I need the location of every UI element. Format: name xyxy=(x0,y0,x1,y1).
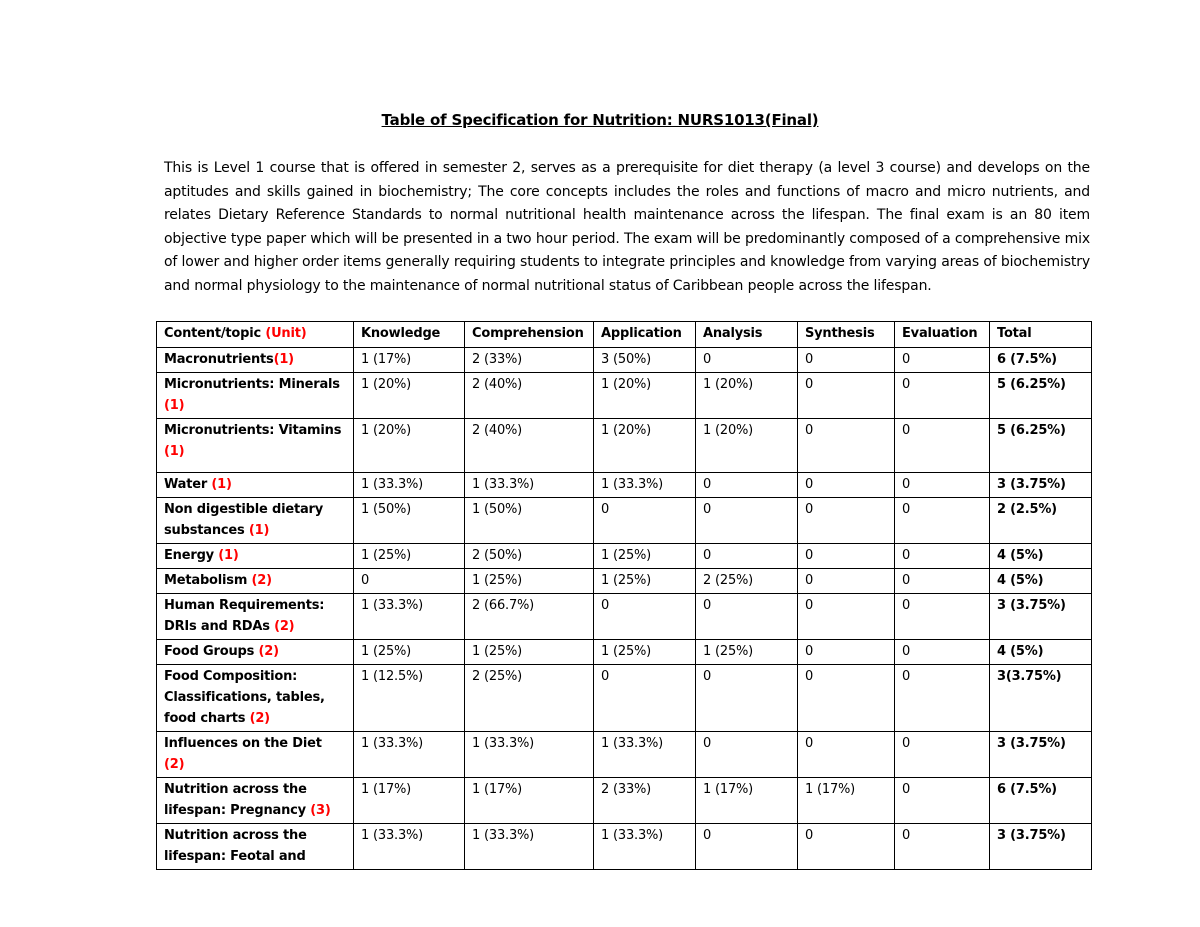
knowledge-cell: 1 (33.3%) xyxy=(354,473,465,498)
table-row xyxy=(157,419,1092,473)
knowledge-cell: 1 (33.3%) xyxy=(354,824,465,870)
application-cell: 3 (50%) xyxy=(594,348,696,373)
application-cell: 1 (20%) xyxy=(594,373,696,419)
application-cell: 1 (25%) xyxy=(594,569,696,594)
application-cell: 0 xyxy=(594,498,696,544)
comprehension-cell: 2 (66.7%) xyxy=(465,594,594,640)
evaluation-cell: 0 xyxy=(895,594,990,640)
unit-label: (1) xyxy=(211,477,232,492)
specification-table xyxy=(156,321,1092,870)
application-cell: 1 (33.3%) xyxy=(594,732,696,778)
topic-cell xyxy=(157,732,354,778)
total-cell: 5 (6.25%) xyxy=(990,373,1092,419)
header-application: Application xyxy=(594,322,696,348)
synthesis-cell: 0 xyxy=(798,419,895,473)
synthesis-cell: 0 xyxy=(798,640,895,665)
total-cell: 3 (3.75%) xyxy=(990,824,1092,870)
total-cell: 6 (7.5%) xyxy=(990,778,1092,824)
knowledge-cell: 1 (20%) xyxy=(354,373,465,419)
topic-cell xyxy=(157,778,354,824)
total-cell: 2 (2.5%) xyxy=(990,498,1092,544)
comprehension-cell: 2 (40%) xyxy=(465,419,594,473)
analysis-cell: 1 (17%) xyxy=(696,778,798,824)
evaluation-cell: 0 xyxy=(895,348,990,373)
comprehension-cell: 1 (25%) xyxy=(465,640,594,665)
table-row xyxy=(157,569,1092,594)
unit-label: (1) xyxy=(248,523,270,538)
analysis-cell: 0 xyxy=(696,824,798,870)
application-cell: 0 xyxy=(594,594,696,640)
analysis-cell: 0 xyxy=(696,665,798,732)
total-cell: 4 (5%) xyxy=(990,640,1092,665)
synthesis-cell: 0 xyxy=(798,665,895,732)
total-cell: 3 (3.75%) xyxy=(990,594,1092,640)
comprehension-cell: 1 (17%) xyxy=(465,778,594,824)
topic-cell xyxy=(157,824,354,870)
topic-label: Nutrition across the lifespan: Feotal and xyxy=(164,828,307,864)
knowledge-cell: 1 (17%) xyxy=(354,348,465,373)
knowledge-cell: 1 (12.5%) xyxy=(354,665,465,732)
table-row xyxy=(157,498,1092,544)
evaluation-cell: 0 xyxy=(895,778,990,824)
unit-label: (1) xyxy=(273,352,294,367)
topic-cell xyxy=(157,544,354,569)
total-cell: 3 (3.75%) xyxy=(990,473,1092,498)
topic-cell xyxy=(157,373,354,419)
page-title: Table of Specification for Nutrition: NURS1013(Final) xyxy=(381,111,819,129)
table-row xyxy=(157,778,1092,824)
topic-label: Food Groups xyxy=(164,644,259,659)
topic-cell xyxy=(157,640,354,665)
topic-label: Influences on the Diet xyxy=(164,736,322,751)
knowledge-cell: 1 (17%) xyxy=(354,778,465,824)
synthesis-cell: 1 (17%) xyxy=(798,778,895,824)
unit-label: (1) xyxy=(164,398,185,413)
analysis-cell: 2 (25%) xyxy=(696,569,798,594)
header-row xyxy=(157,322,1092,348)
comprehension-cell: 2 (50%) xyxy=(465,544,594,569)
topic-label: Human Requirements: DRIs and RDAs xyxy=(164,598,325,634)
synthesis-cell: 0 xyxy=(798,498,895,544)
comprehension-cell: 2 (25%) xyxy=(465,665,594,732)
header-comprehension: Comprehension xyxy=(465,322,594,348)
evaluation-cell: 0 xyxy=(895,665,990,732)
knowledge-cell: 1 (25%) xyxy=(354,640,465,665)
synthesis-cell: 0 xyxy=(798,373,895,419)
evaluation-cell: 0 xyxy=(895,419,990,473)
unit-label: (2) xyxy=(251,573,272,588)
application-cell: 1 (33.3%) xyxy=(594,473,696,498)
comprehension-cell: 1 (33.3%) xyxy=(465,824,594,870)
synthesis-cell: 0 xyxy=(798,824,895,870)
topic-cell xyxy=(157,665,354,732)
total-cell: 6 (7.5%) xyxy=(990,348,1092,373)
header-evaluation: Evaluation xyxy=(895,322,990,348)
table-row xyxy=(157,373,1092,419)
topic-label: Non digestible dietary substances xyxy=(164,502,324,538)
knowledge-cell: 1 (33.3%) xyxy=(354,594,465,640)
analysis-cell: 0 xyxy=(696,594,798,640)
evaluation-cell: 0 xyxy=(895,373,990,419)
synthesis-cell: 0 xyxy=(798,348,895,373)
topic-label: Nutrition across the lifespan: Pregnancy xyxy=(164,782,311,818)
evaluation-cell: 0 xyxy=(895,569,990,594)
table-row xyxy=(157,824,1092,870)
table-header xyxy=(157,322,1092,348)
synthesis-cell: 0 xyxy=(798,473,895,498)
header-knowledge: Knowledge xyxy=(354,322,465,348)
evaluation-cell: 0 xyxy=(895,824,990,870)
topic-label: Macronutrients xyxy=(164,352,274,367)
unit-label: (2) xyxy=(249,711,270,726)
header-analysis: Analysis xyxy=(696,322,798,348)
total-cell: 3(3.75%) xyxy=(990,665,1092,732)
comprehension-cell: 1 (25%) xyxy=(465,569,594,594)
comprehension-cell: 1 (33.3%) xyxy=(465,473,594,498)
topic-cell xyxy=(157,473,354,498)
topic-label: Metabolism xyxy=(164,573,252,588)
analysis-cell: 0 xyxy=(696,348,798,373)
analysis-cell: 0 xyxy=(696,473,798,498)
topic-label: Micronutrients: Minerals xyxy=(164,377,340,392)
total-cell: 4 (5%) xyxy=(990,544,1092,569)
total-cell: 3 (3.75%) xyxy=(990,732,1092,778)
analysis-cell: 0 xyxy=(696,544,798,569)
table-row xyxy=(157,473,1092,498)
knowledge-cell: 1 (25%) xyxy=(354,544,465,569)
analysis-cell: 1 (20%) xyxy=(696,419,798,473)
synthesis-cell: 0 xyxy=(798,569,895,594)
evaluation-cell: 0 xyxy=(895,473,990,498)
synthesis-cell: 0 xyxy=(798,732,895,778)
application-cell: 1 (33.3%) xyxy=(594,824,696,870)
comprehension-cell: 1 (50%) xyxy=(465,498,594,544)
table-row xyxy=(157,732,1092,778)
knowledge-cell: 1 (50%) xyxy=(354,498,465,544)
application-cell: 1 (20%) xyxy=(594,419,696,473)
topic-cell xyxy=(157,498,354,544)
knowledge-cell: 0 xyxy=(354,569,465,594)
analysis-cell: 0 xyxy=(696,498,798,544)
header-synthesis: Synthesis xyxy=(798,322,895,348)
table-row xyxy=(157,544,1092,569)
unit-label: (1) xyxy=(164,444,185,459)
evaluation-cell: 0 xyxy=(895,640,990,665)
topic-cell xyxy=(157,419,354,473)
topic-cell xyxy=(157,348,354,373)
knowledge-cell: 1 (20%) xyxy=(354,419,465,473)
comprehension-cell: 1 (33.3%) xyxy=(465,732,594,778)
unit-label: (2) xyxy=(164,757,185,772)
topic-label: Water xyxy=(164,477,212,492)
synthesis-cell: 0 xyxy=(798,544,895,569)
application-cell: 0 xyxy=(594,665,696,732)
topic-label: Energy xyxy=(164,548,219,563)
analysis-cell: 0 xyxy=(696,732,798,778)
evaluation-cell: 0 xyxy=(895,544,990,569)
evaluation-cell: 0 xyxy=(895,732,990,778)
header-total: Total xyxy=(990,322,1092,348)
application-cell: 2 (33%) xyxy=(594,778,696,824)
analysis-cell: 1 (20%) xyxy=(696,373,798,419)
synthesis-cell: 0 xyxy=(798,594,895,640)
topic-label: Food Composition: Classifications, tables, food charts xyxy=(164,669,325,726)
topic-label: Micronutrients: Vitamins xyxy=(164,423,342,438)
header-topic xyxy=(157,322,354,348)
unit-label: (1) xyxy=(218,548,239,563)
comprehension-cell: 2 (40%) xyxy=(465,373,594,419)
evaluation-cell: 0 xyxy=(895,498,990,544)
total-cell: 4 (5%) xyxy=(990,569,1092,594)
comprehension-cell: 2 (33%) xyxy=(465,348,594,373)
table-row xyxy=(157,348,1092,373)
intro-paragraph: This is Level 1 course that is offered in semester 2, serves as a prerequisite for diet therapy (a level 3 course) and develops on the aptitudes and skills gained in biochemistry; The core concepts includes the roles and functions of macro and micro nutrients, and relates Dietary Reference Standards to normal nutritional health maintenance across the lifespan. The final exam is an 80 item objective type paper which will be presented in a two hour period. The exam will be predominantly composed of a comprehensive mix of lower and higher order items generally requiring students to integrate principles and knowledge from varying areas of biochemistry and normal physiology to the maintenance of normal nutritional status of Caribbean people across the lifespan. xyxy=(164,160,1090,294)
topic-cell xyxy=(157,594,354,640)
total-cell: 5 (6.25%) xyxy=(990,419,1092,473)
table-row xyxy=(157,665,1092,732)
unit-label: (2) xyxy=(258,644,279,659)
table-body xyxy=(157,348,1092,870)
header-topic-unit: (Unit) xyxy=(265,326,307,341)
unit-label: (3) xyxy=(310,803,331,818)
analysis-cell: 1 (25%) xyxy=(696,640,798,665)
table-row xyxy=(157,640,1092,665)
knowledge-cell: 1 (33.3%) xyxy=(354,732,465,778)
table-row xyxy=(157,594,1092,640)
application-cell: 1 (25%) xyxy=(594,544,696,569)
header-topic-label: Content/topic xyxy=(164,326,266,341)
application-cell: 1 (25%) xyxy=(594,640,696,665)
unit-label: (2) xyxy=(274,619,295,634)
topic-cell xyxy=(157,569,354,594)
